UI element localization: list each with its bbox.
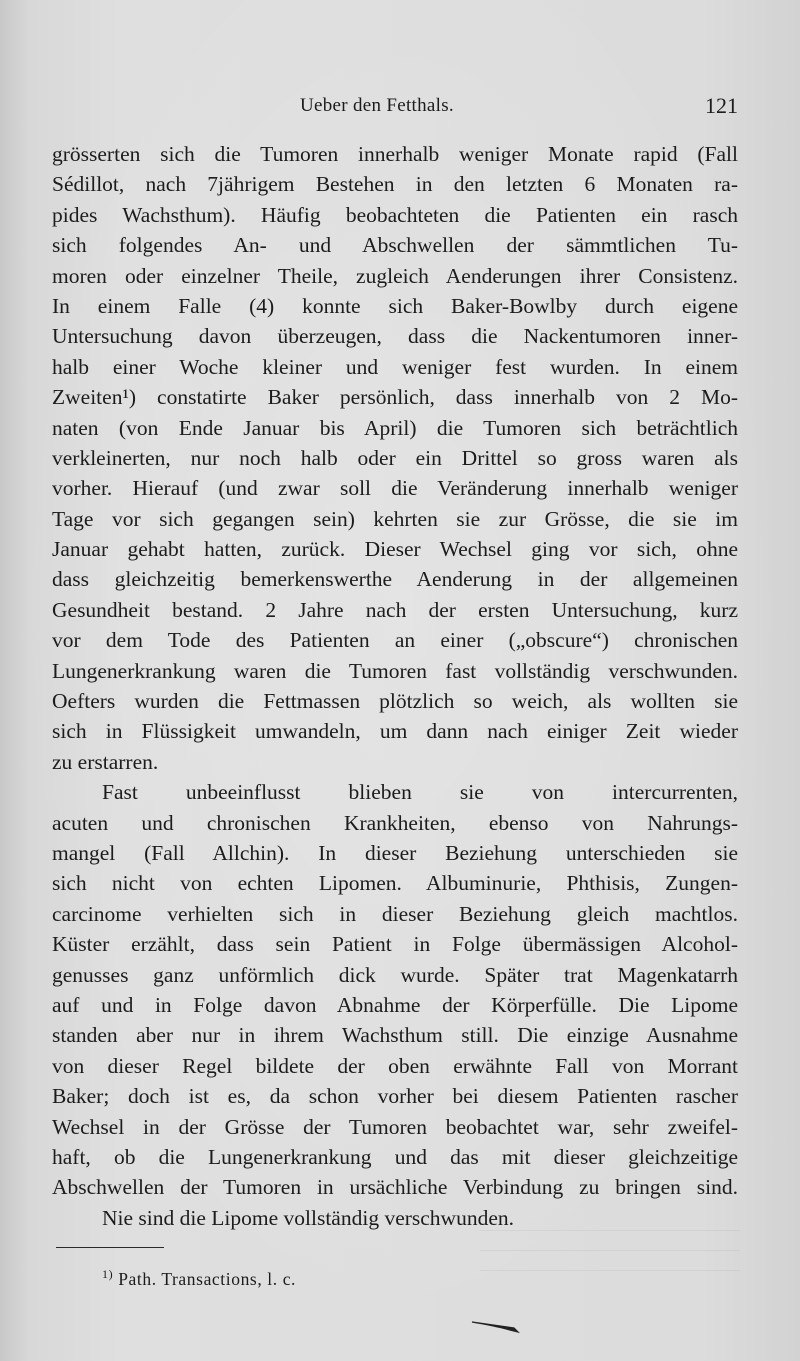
text-line: Lungenerkrankung waren die Tumoren fast vollständig verschwunden. (52, 658, 738, 683)
text-line: grösserten sich die Tumoren innerhalb weniger Monate rapid (Fall (52, 142, 738, 166)
footnote-mark: 1) (102, 1267, 114, 1281)
text-line: vor dem Tode des Patienten an einer („obscure“) chronischen (52, 628, 738, 653)
text-line: Küster erzählt, dass sein Patient in Folge übermässigen Alcohol- (52, 932, 738, 957)
running-title: Ueber den Fetthals. (300, 95, 454, 116)
text-line: acuten und chronischen Krankheiten, ebenso von Nahrungs- (52, 810, 738, 835)
text-line: haft, ob die Lungenerkrankung und das mit dieser gleichzeitige (52, 1144, 738, 1169)
text-line: sich folgendes An- und Abschwellen der sämmtlichen Tu- (52, 233, 738, 258)
page-header (0, 95, 800, 125)
show-through-texture (480, 1230, 740, 1290)
text-line: Abschwellen der Tumoren in ursächliche Verbindung zu bringen sind. (52, 1175, 738, 1200)
text-line: Oefters wurden die Fettmassen plötzlich so weich, als wollten sie (52, 689, 738, 714)
footnote-text: Path. Transactions, l. c. (118, 1268, 297, 1289)
text-line: naten (von Ende Januar bis April) die Tumoren sich beträchtlich (52, 415, 738, 440)
text-line: carcinome verhielten sich in dieser Beziehung gleich machtlos. (52, 901, 738, 926)
text-line: genusses ganz unförmlich dick wurde. Später trat Magenkatarrh (52, 962, 738, 987)
text-line: Zweiten¹) constatirte Baker persönlich, dass innerhalb von 2 Mo- (52, 385, 738, 410)
text-line: In einem Falle (4) konnte sich Baker-Bowlby durch eigene (52, 293, 738, 318)
footnote-divider (56, 1247, 164, 1248)
text-line: moren oder einzelner Theile, zugleich Aenderungen ihrer Consistenz. (52, 263, 738, 288)
text-line: auf und in Folge davon Abnahme der Körperfülle. Die Lipome (52, 992, 738, 1017)
text-line: standen aber nur in ihrem Wachsthum still. Die einzige Ausnahme (52, 1023, 738, 1048)
text-line: vorher. Hierauf (und zwar soll die Veränderung innerhalb weniger (52, 476, 738, 501)
text-line: verkleinerten, nur noch halb oder ein Drittel so gross waren als (52, 445, 738, 470)
ink-mark-icon (470, 1316, 522, 1334)
text-line: Sédillot, nach 7jährigem Bestehen in den letzten 6 Monaten ra- (52, 172, 738, 197)
text-line: zu erstarren. (52, 749, 159, 774)
footnote (102, 1267, 296, 1290)
text-line: Wechsel in der Grösse der Tumoren beobachtet war, sehr zweifel- (52, 1114, 738, 1139)
text-line: pides Wachsthum). Häufig beobachteten die Patienten ein rasch (52, 202, 738, 227)
text-line: halb einer Woche kleiner und weniger fest wurden. In einem (52, 354, 738, 379)
page-number: 121 (705, 93, 738, 118)
text-line: sich nicht von echten Lipomen. Albuminurie, Phthisis, Zungen- (52, 871, 738, 896)
text-line: mangel (Fall Allchin). In dieser Beziehung unterschieden sie (52, 840, 738, 865)
text-line: Januar gehabt hatten, zurück. Dieser Wechsel ging vor sich, ohne (52, 537, 738, 562)
text-line: Fast unbeeinflusst blieben sie von intercurrenten, (102, 780, 738, 805)
text-line: Gesundheit bestand. 2 Jahre nach der ersten Untersuchung, kurz (52, 597, 738, 622)
text-line: Untersuchung davon überzeugen, dass die Nackentumoren inner- (52, 324, 738, 349)
text-line: sich in Flüssigkeit umwandeln, um dann nach einiger Zeit wieder (52, 719, 738, 744)
text-line: Nie sind die Lipome vollständig verschwunden. (102, 1205, 515, 1230)
main-text (52, 139, 738, 1233)
text-line: Tage vor sich gegangen sein) kehrten sie zur Grösse, die sie im (52, 506, 738, 531)
text-line: von dieser Regel bildete der oben erwähnte Fall von Morrant (52, 1053, 738, 1078)
text-line: Baker; doch ist es, da schon vorher bei diesem Patienten rascher (52, 1084, 738, 1109)
text-line: dass gleichzeitig bemerkenswerthe Aenderung in der allgemeinen (52, 567, 738, 592)
